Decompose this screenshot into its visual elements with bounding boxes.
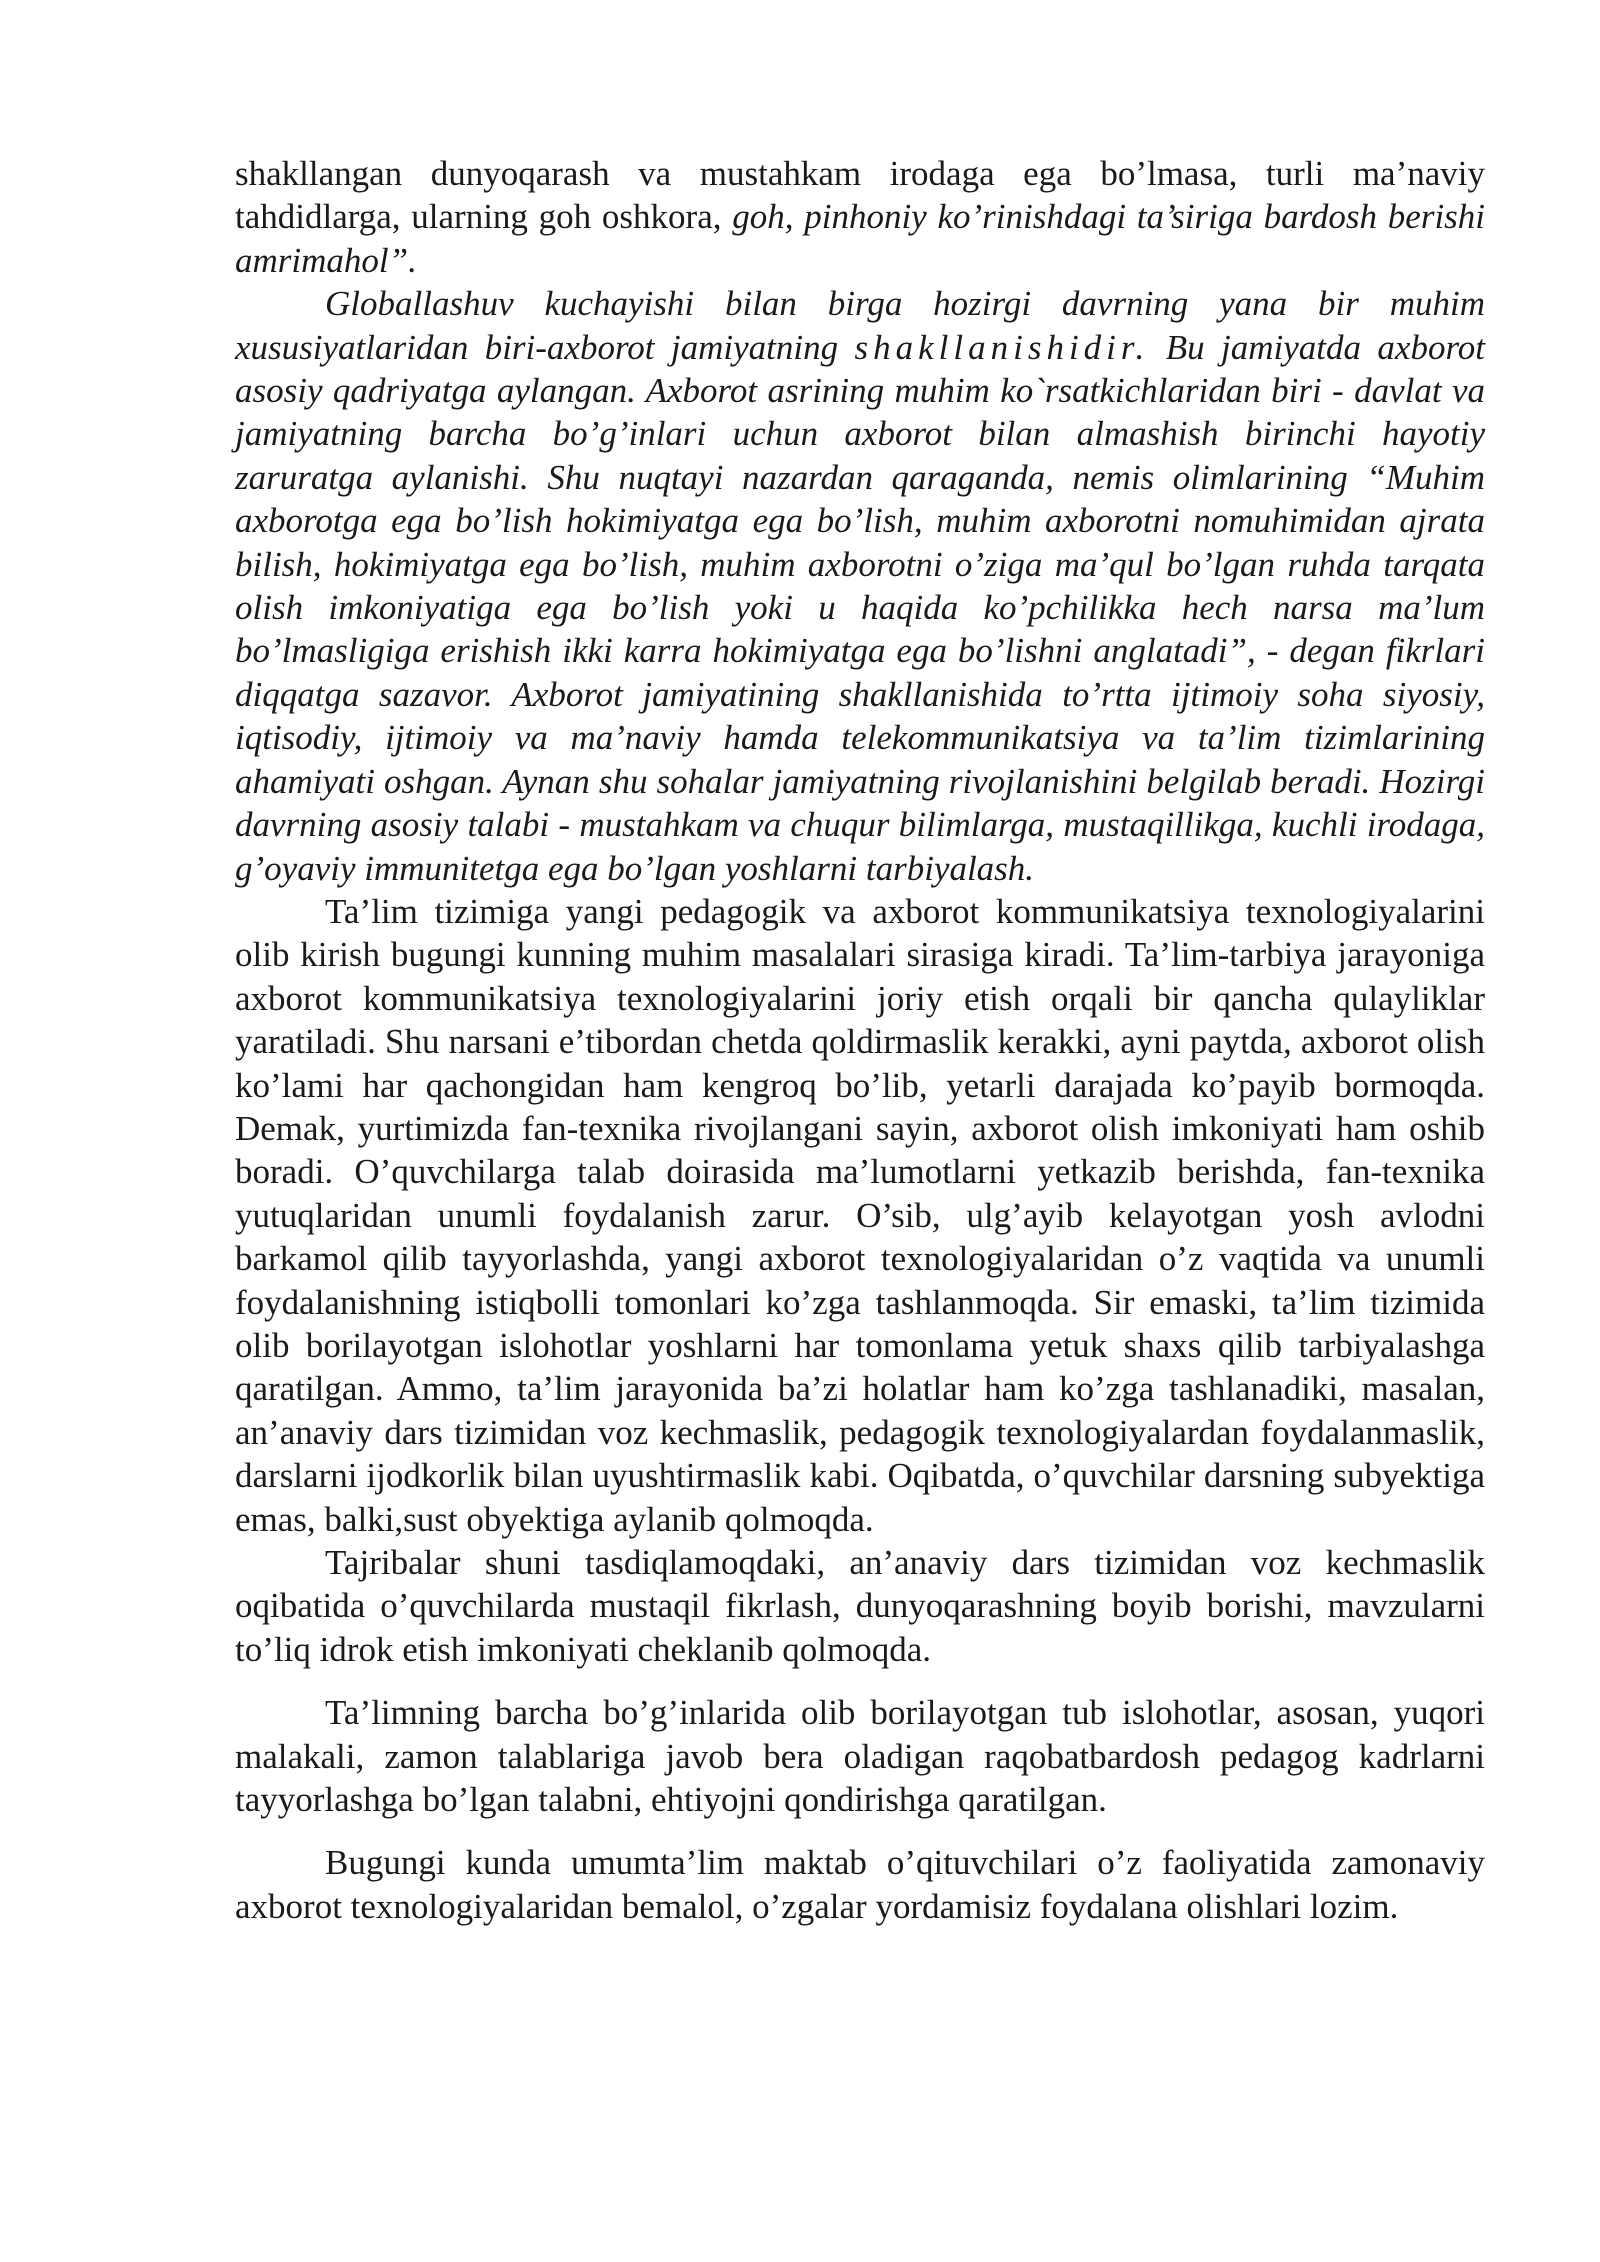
paragraph-2-text-a: Globallashuv kuchayishi bilan birga hozirgi davrning yana bir muhim xususiyatlaridan biri-axborot jamiyatning: [235, 284, 1485, 367]
paragraph-1: [235, 152, 1485, 282]
paragraph-2: [235, 282, 1485, 890]
paragraph-4: Tajribalar shuni tasdiqlamoqdaki, an’anaviy dars tizimidan voz kechmaslik oqibatida o’quvchilarda mustaqil fikrlash, dunyoqarashning boyib borishi, mavzularni to’liq idrok etish imkoniyati cheklanib qolmoqda.: [235, 1543, 1485, 1669]
document-body: [235, 152, 1485, 1928]
paragraph-6: Bugungi kunda umumta’lim maktab o’qituvchilari o’z faoliyatida zamonaviy axborot texnologiyalaridan bemalol, o’zgalar yordamisiz foydalana olishlari lozim.: [235, 1843, 1485, 1926]
paragraph-5: Ta’limning barcha bo’g’inlarida olib borilayotgan tub islohotlar, asosan, yuqori malakali, zamon talablariga javob bera oladigan raqobatbardosh pedagog kadrlarni tayyorlashga bo’lgan talabni, ehtiyojni qondirishga qaratilgan.: [235, 1693, 1485, 1820]
paragraph-1-text: shakllangan dunyoqarash va mustahkam irodaga ega bo’lmasa, turli ma’naviy tahdidlarga, ularning goh oshkora,: [235, 154, 1485, 237]
paragraph-3: Ta’lim tizimiga yangi pedagogik va axborot kommunikatsiya texnologiyalarini olib kirish bugungi kunning muhim masalalari sirasiga kiradi. Ta’lim-tarbiya jarayoniga axborot kommunikatsiya texnologiyalarini joriy etish orqali bir qancha qulayliklar yaratiladi. Shu narsani e’tibordan chetda qoldirmaslik kerakki, ayni paytda, axborot olish ko’lami har qachongidan ham kengroq bo’lib, yetarli darajada ko’payib bormoqda. Demak, yurtimizda fan-texnika rivojlangani sayin, axborot olish imkoniyati ham oshib boradi. O’quvchilarga talab doirasida ma’lumotlarni yetkazib berishda, fan-texnika yutuqlaridan unumli foydalanish zarur. O’sib, ulg’ayib kelayotgan yosh avlodni barkamol qilib tayyorlashda, yangi axborot texnologiyalaridan o’z vaqtida va unumli foydalanishning istiqbolli tomonlari ko’zga tashlanmoqda. Sir emaski, ta’lim tizimida olib borilayotgan islohotlar yoshlarni har tomonlama yetuk shaxs qilib tarbiyalashga qaratilgan. Ammo, ta’lim jarayonida ba’zi holatlar ham ko’zga tashlanadiki, masalan, an’anaviy dars tizimidan voz kechmaslik, pedagogik texnologiyalardan foydalanmaslik, darslarni ijodkorlik bilan uyushtirmaslik kabi. Oqibatda, o’quvchilar darsning subyektiga emas, balki,sust obyektiga aylanib qolmoqda.: [235, 891, 1485, 1539]
paragraph-1-italic: goh, pinhoniy ko’rinishdagi ta’siriga bardosh berishi amrimahol”.: [235, 197, 1486, 280]
paragraph-2-text-b: Bu jamiyatda axborot asosiy qadriyatga aylangan. Axborot asrining muhim ko`rsatkichlaridan biri - davlat va jamiyatning barcha bo’g’inlari uchun axborot bilan almashish birinchi hayotiy zaruratga aylanishi. Shu nuqtayi nazardan qaraganda, nemis olimlarining “Muhim axborotga ega bo’lish hokimiyatga ega bo’lish, muhim axborotni nomuhimidan ajrata bilish, hokimiyatga ega bo’lish, muhim axborotni o’ziga ma’qul bo’lgan ruhda tarqata olish imkoniyatiga ega bo’lish yoki u haqida ko’pchilikka hech narsa ma’lum bo’lmasligiga erishish ikki karra hokimiyatga ega bo’lishni anglatadi”, - degan fikrlari diqqatga sazavor. Axborot jamiyatining shakllanishida to’rtta ijtimoiy soha siyosiy, iqtisodiy, ijtimoiy va ma’naviy hamda telekommunikatsiya va ta’lim tizimlarining ahamiyati oshgan. Aynan shu sohalar jamiyatning rivojlanishini belgilab beradi. Hozirgi davrning asosiy talabi - mustahkam va chuqur bilimlarga, mustaqillikga, kuchli irodaga, g’oyaviy immunitetga ega bo’lgan yoshlarni tarbiyalash.: [235, 327, 1485, 888]
paragraph-2-spaced-word: shakllanishidir.: [854, 327, 1150, 367]
